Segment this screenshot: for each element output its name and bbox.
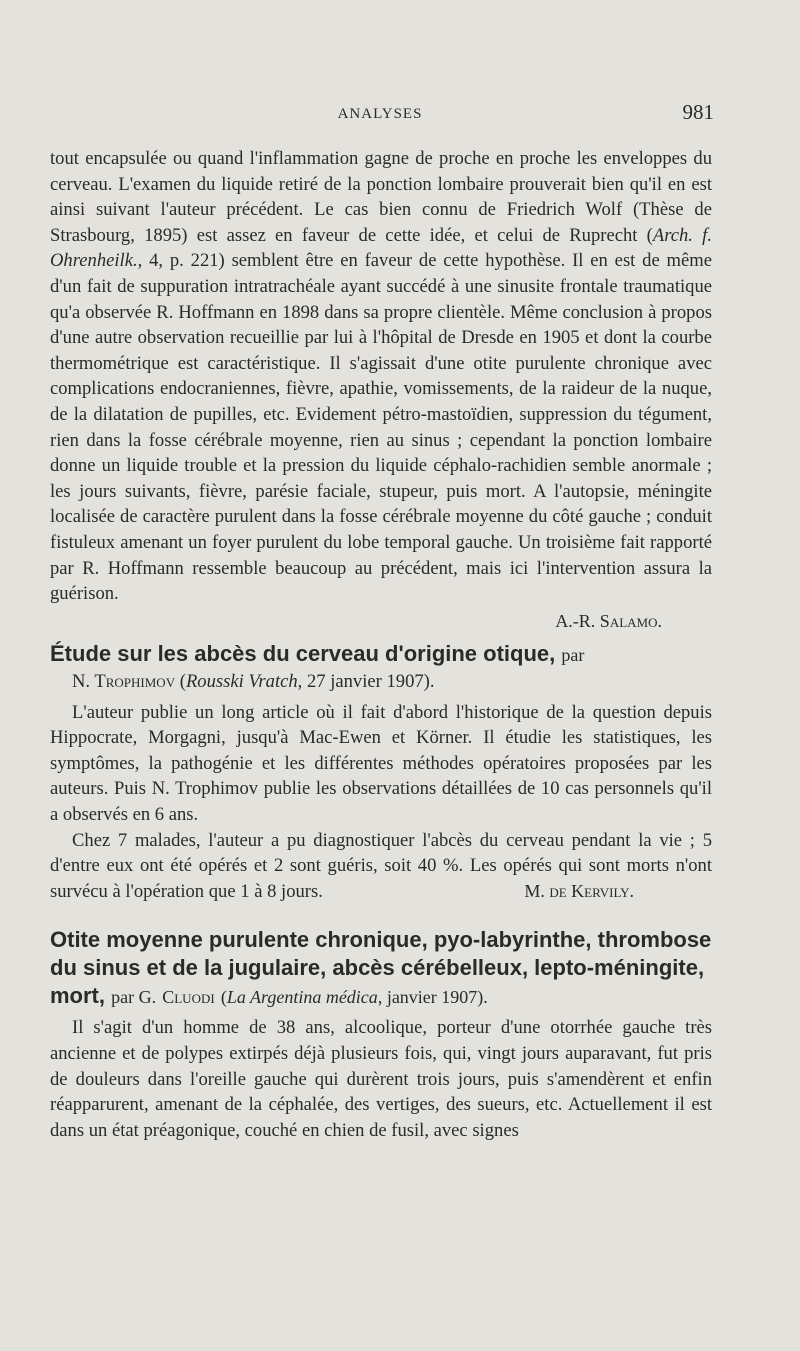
article3-journal: La Argentina médica xyxy=(226,987,378,1008)
article2-journal: Rousski Vratch xyxy=(185,670,298,692)
article3-heading xyxy=(50,926,712,1011)
article2-signature: M. de Kervily. xyxy=(524,881,634,902)
page-number: 981 xyxy=(682,100,714,124)
article3-date: , janvier 1907). xyxy=(377,987,488,1008)
article2-paragraph-2: Chez 7 malades, l'auteur a pu diagnostiquer l'abcès du cerveau pendant la vie ; 5 d'entre eux ont été opérés et 2 sont guéris, soit 40 %. Les opérés qui sont morts n'ont survécu à l'opération que 1 à 8 jours. xyxy=(50,829,712,902)
page-header xyxy=(50,100,714,130)
running-head: ANALYSES xyxy=(337,106,423,122)
article2-heading xyxy=(50,640,712,694)
article3-paragraph: Il s'agit d'un homme de 38 ans, alcoolique, porteur d'une otorrhée gauche très ancienne et de polypes extirpés déjà plusieurs fois, qui, vingt jours auparavant, fut pris de douleurs dans l'oreille gauche qui durèrent trois jours, puis s'amendèrent et enfin réapparurent, amenant de la céphalée, des vertiges, des sueurs, etc. Actuellement il est dans un état préagonique, couché en chien de fusil, avec signes xyxy=(50,1017,712,1141)
article2-byline: N. Trophimov (Rousski Vratch, 27 janvier 1907). xyxy=(72,670,435,692)
article2-by: par xyxy=(561,644,585,665)
article2-date: , 27 janvier 1907). xyxy=(297,670,435,692)
article2-author: N. Trophimov xyxy=(72,670,176,692)
article3-author: Cluodi xyxy=(162,987,215,1008)
article1-paragraph xyxy=(50,146,712,607)
article1-signature: A.-R. Salamo. xyxy=(555,610,662,631)
article1-citation: Arch. f. Ohrenheilk. xyxy=(50,224,712,272)
article3-title: Otite moyenne purulente chronique, pyo-labyrinthe, thrombose du sinus et de la jugulaire, abcès cérébelleux, lepto-méningite, mort, par G. Cluodi (La Argentina médica, janvier 1907). xyxy=(50,927,712,1009)
article2-title: Étude sur les abcès du cerveau d'origine otique, par xyxy=(50,640,585,666)
article3-by: par G. xyxy=(111,987,157,1008)
article1-text-b: , 4, p. 221) semblent être en faveur de cette hypothèse. Il en est de même d'un fait de suppuration intratrachéale ayant succédé à une sinusite frontale traumatique qu'a observée R. Hoffmann en 1898 dans sa propre clientèle. Même conclusion à propos d'une autre observation recueillie par lui à l'hôpital de Dresde en 1905 et dont la courbe thermométrique est caractéristique. Il s'agissait d'une otite purulente chronique avec complications endocraniennes, fièvre, apathie, vomissements, de la raideur de la nuque, de la dilatation de pupilles, etc. Evidement pétro-mastoïdien, suppression du tégument, rien dans la fosse cérébrale moyenne, rien au sinus ; cependant la ponction lombaire donne un liquide trouble et la pression du liquide céphalo-rachidien semble anormale ; les jours suivants, fièvre, parésie faciale, stupeur, puis mort. A l'autopsie, méningite localisée de caractère purulent dans la fosse cérébrale moyenne du côté gauche ; conduit fistuleux amenant un foyer purulent du lobe temporal gauche. Un troisième fait rapporté par R. Hoffmann ressemble beaucoup au précédent, mais ici l'intervention assura la guérison. xyxy=(50,250,712,605)
article1-text-a: tout encapsulée ou quand l'inflammation gagne de proche en proche les enveloppes du cerveau. L'examen du liquide retiré de la ponction lombaire prouverait bien qu'il en est ainsi suivant l'auteur précédent. Le cas bien connu de Friedrich Wolf (Thèse de Strasbourg, 1895) est assez en faveur de cette idée, et celui de Ruprecht ( xyxy=(50,148,712,246)
article2-paragraph-1: L'auteur publie un long article où il fait d'abord l'historique de la question depuis Hippocrate, Morgagni, jusqu'à Mac-Ewen et Körner. Il étudie les statistiques, les symptômes, la pathogénie et les différentes méthodes opératoires proposées par les auteurs. Puis N. Trophimov publie les observations détaillées de 10 cas personnels qu'il a observés en 6 ans. xyxy=(50,701,712,826)
page-body xyxy=(50,146,712,1143)
